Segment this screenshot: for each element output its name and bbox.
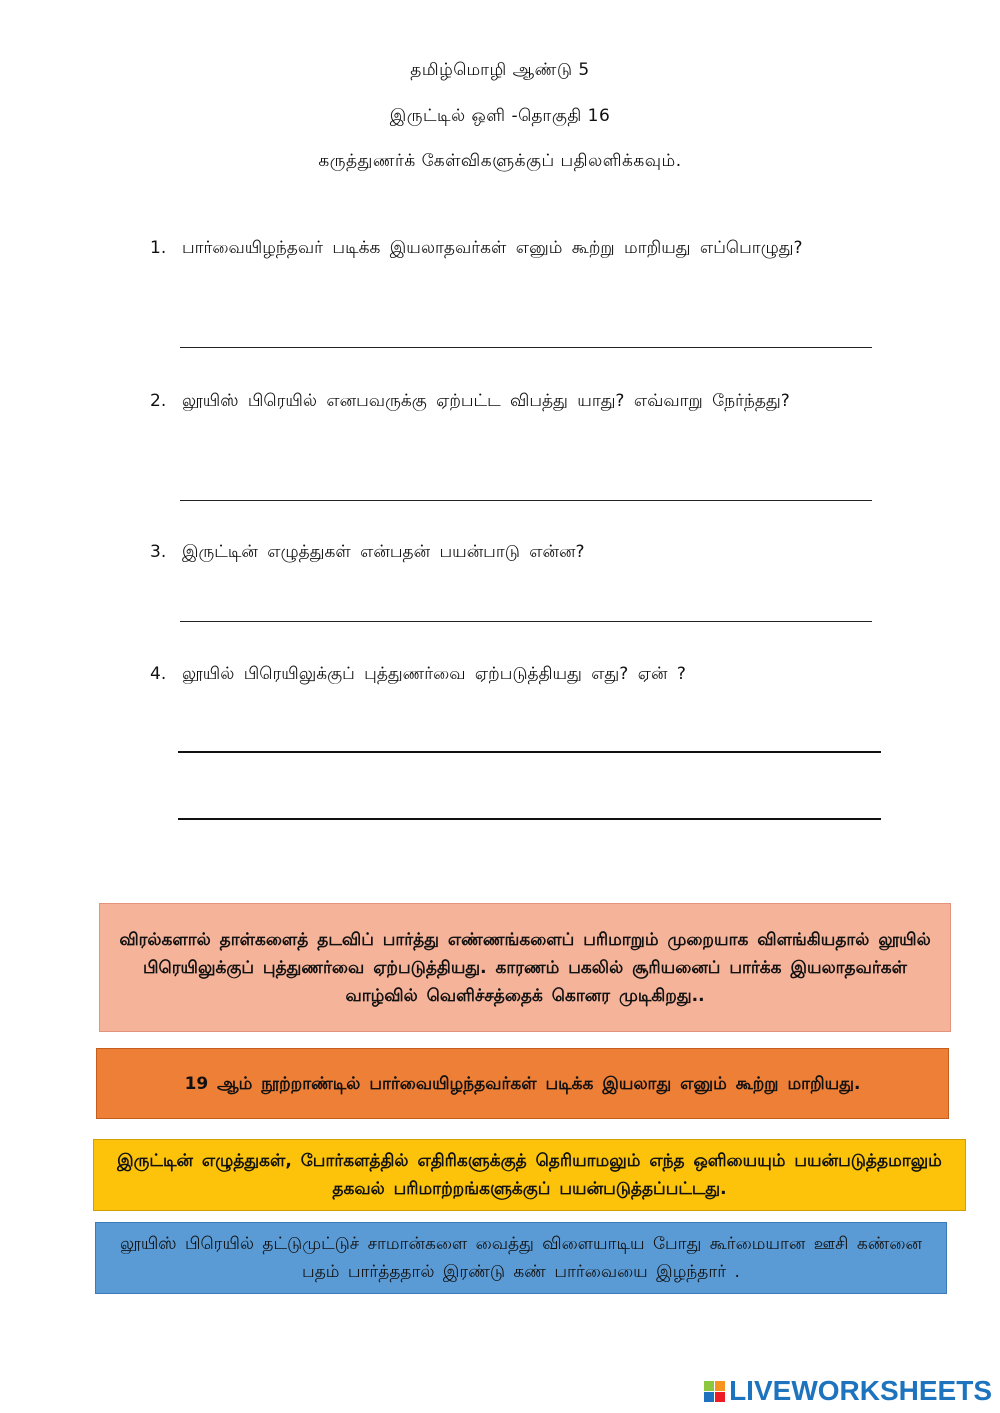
answer-box-text: விரல்களால் தாள்களைத் தடவிப் பார்த்து எண்ணங்களைப் பரிமாறும் முறையாக விளங்கியதால் லூயில் பிரெயிலுக்குப் புத்துணர்வை ஏற்படுத்தியது. காரணம் பகலில் சூரியனைப் பார்க்க இயலாதவர்கள் வாழ்வில் வெளிச்சத்தைக் கொனர முடிகிறது.. (119, 929, 931, 1006)
question-text: இருட்டின் எழுத்துகள் என்பதன் பயன்பாடு என்ன? (182, 542, 585, 562)
question-3 (150, 536, 850, 568)
logo-text: LIVEWORKSHEETS (729, 1375, 992, 1406)
question-1 (150, 232, 850, 264)
logo-mark-icon (704, 1381, 725, 1402)
question-2 (150, 385, 850, 417)
worksheet-title: தமிழ்மொழி ஆண்டு 5 (410, 60, 590, 80)
question-text: பார்வையிழந்தவர் படிக்க இயலாதவர்கள் எனும் கூற்று மாறியது எப்பொழுது? (182, 238, 803, 258)
instruction: கருத்துணர்க் கேள்விகளுக்குப் பதிலளிக்கவும். (318, 151, 682, 171)
lesson-title: இருட்டில் ஒளி -தொகுதி 16 (389, 106, 611, 126)
answer-drop-zone-1[interactable] (180, 347, 872, 348)
answer-box-1[interactable] (99, 903, 951, 1032)
question-text: லூயில் பிரெயிலுக்குப் புத்துணர்வை ஏற்படுத்தியது எது? ஏன் ? (182, 664, 686, 684)
question-number: 2. (150, 391, 167, 411)
question-number: 3. (150, 542, 167, 562)
answer-drop-zone-3[interactable] (180, 621, 872, 622)
answer-drop-zone-4a[interactable] (178, 751, 881, 753)
answer-drop-zone-4b[interactable] (178, 818, 881, 820)
answer-box-3[interactable] (93, 1139, 966, 1211)
answer-drop-zone-2[interactable] (180, 500, 872, 501)
answer-box-4[interactable] (95, 1222, 947, 1294)
question-4 (150, 658, 850, 690)
liveworksheets-logo (704, 1375, 992, 1407)
question-number: 1. (150, 238, 167, 258)
question-text: லூயிஸ் பிரெயில் எனபவருக்கு ஏற்பட்ட விபத்து யாது? எவ்வாறு நேர்ந்தது? (182, 391, 790, 411)
answer-box-text: லூயிஸ் பிரெயில் தட்டுமுட்டுச் சாமான்களை வைத்து விளையாடிய போது கூர்மையான ஊசி கண்னை பதம் பார்த்ததால் இரண்டு கண் பார்வையை இழந்தார் . (120, 1234, 922, 1282)
answer-box-2[interactable] (96, 1048, 949, 1119)
question-number: 4. (150, 664, 167, 684)
answer-box-text: இருட்டின் எழுத்துகள், போர்களத்தில் எதிரிகளுக்குத் தெரியாமலும் எந்த ஒளியையும் பயன்படுத்தமாலும் தகவல் பரிமாற்றங்களுக்குப் பயன்படுத்தப்பட்டது. (117, 1151, 942, 1199)
answer-box-text: 19 ஆம் நூற்றாண்டில் பார்வையிழந்தவர்கள் படிக்க இயலாது எனும் கூற்று மாறியது. (184, 1073, 861, 1094)
